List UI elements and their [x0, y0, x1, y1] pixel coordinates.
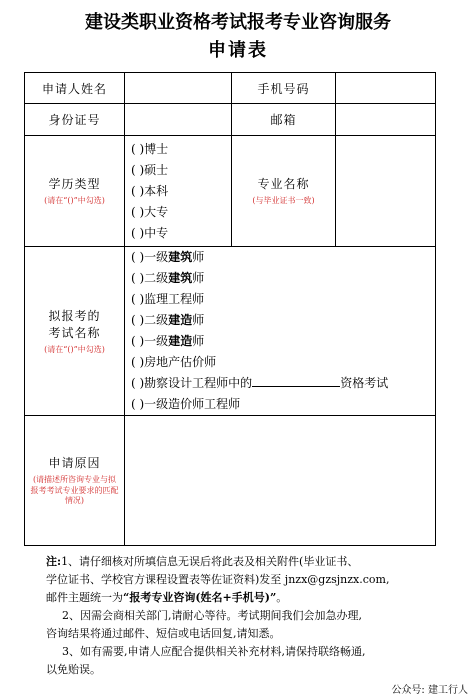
reason-field[interactable]	[125, 416, 436, 546]
exam-label-line2: 考试名称	[48, 325, 101, 340]
phone-label: 手机号码	[232, 73, 336, 104]
exam-option-architect-1[interactable]: ( )一级建筑师	[131, 250, 205, 264]
note2-line2: 咨询结果将通过邮件、短信或电话回复,请知悉。	[46, 627, 281, 640]
education-option-master[interactable]: ( )硕士	[131, 162, 169, 177]
exam-option-cost[interactable]: ( )一级造价师工程师	[131, 397, 241, 411]
major-label-cell	[232, 136, 336, 247]
form-subtitle: 申请表	[208, 40, 268, 61]
name-field[interactable]	[125, 73, 232, 104]
exam-label-line1: 拟报考的	[48, 308, 101, 323]
education-options	[125, 136, 232, 247]
reason-label: 申请原因	[48, 455, 101, 470]
footer-account: 公众号: 建工行人	[391, 685, 468, 696]
email-label: 邮箱	[232, 104, 336, 136]
application-form	[24, 72, 436, 546]
note3-line1: 3、如有需要,申请人应配合提供相关补充材料,请保持联络畅通,	[62, 645, 366, 658]
education-option-doctor[interactable]: ( )博士	[131, 141, 169, 156]
education-option-bachelor[interactable]: ( )本科	[131, 183, 169, 198]
id-label: 身份证号	[25, 104, 125, 136]
exam-option-architect-2[interactable]: ( )二级建筑师	[131, 271, 205, 285]
email-field[interactable]	[336, 104, 436, 136]
exam-option-constructor-1[interactable]: ( )一级建造师	[131, 334, 205, 348]
exam-options	[125, 247, 436, 416]
reason-hint: (请描述所咨询专业与拟报考考试专业要求的匹配情况)	[30, 474, 119, 506]
exam-option-survey-design[interactable]: ( )勘察设计工程师中的 资格考试	[131, 376, 389, 390]
exam-option-supervision[interactable]: ( )监理工程师	[131, 292, 205, 306]
phone-field[interactable]	[336, 73, 436, 104]
survey-blank-field[interactable]	[252, 376, 340, 387]
note1-line1: 1、请仔细核对所填信息无误后将此表及相关附件(毕业证书、	[61, 555, 359, 568]
exam-hint: (请在“()”中勾选)	[44, 344, 105, 354]
major-label: 专业名称	[257, 177, 310, 192]
id-field[interactable]	[125, 104, 232, 136]
exam-option-constructor-2[interactable]: ( )二级建造师	[131, 313, 205, 327]
note1-line2: 学位证书、学校官方课程设置表等佐证资料)发至 jnzx@gzsjnzx.com,	[46, 573, 390, 586]
education-label-cell	[25, 136, 125, 247]
note2-line1: 2、因需会商相关部门,请耐心等待。考试期间我们会加急办理,	[62, 609, 362, 622]
form-title: 建设类职业资格考试报考专业咨询服务	[85, 12, 391, 33]
notes	[46, 553, 446, 679]
education-option-technical[interactable]: ( )中专	[131, 225, 169, 240]
education-label: 学历类型	[48, 177, 101, 192]
education-hint: (请在“()”中勾选)	[44, 196, 105, 206]
education-option-college[interactable]: ( )大专	[131, 204, 169, 219]
name-label: 申请人姓名	[25, 73, 125, 104]
major-hint: (与毕业证书一致)	[252, 196, 315, 206]
major-field[interactable]	[336, 136, 436, 247]
notes-label: 注:	[46, 555, 62, 568]
note1-line3: 邮件主题统一为“报考专业咨询(姓名+手机号)”。	[46, 591, 288, 604]
exam-label-cell	[25, 247, 125, 416]
note3-line2: 以免贻误。	[46, 663, 101, 676]
exam-option-appraiser[interactable]: ( )房地产估价师	[131, 355, 217, 369]
reason-label-cell	[25, 416, 125, 546]
